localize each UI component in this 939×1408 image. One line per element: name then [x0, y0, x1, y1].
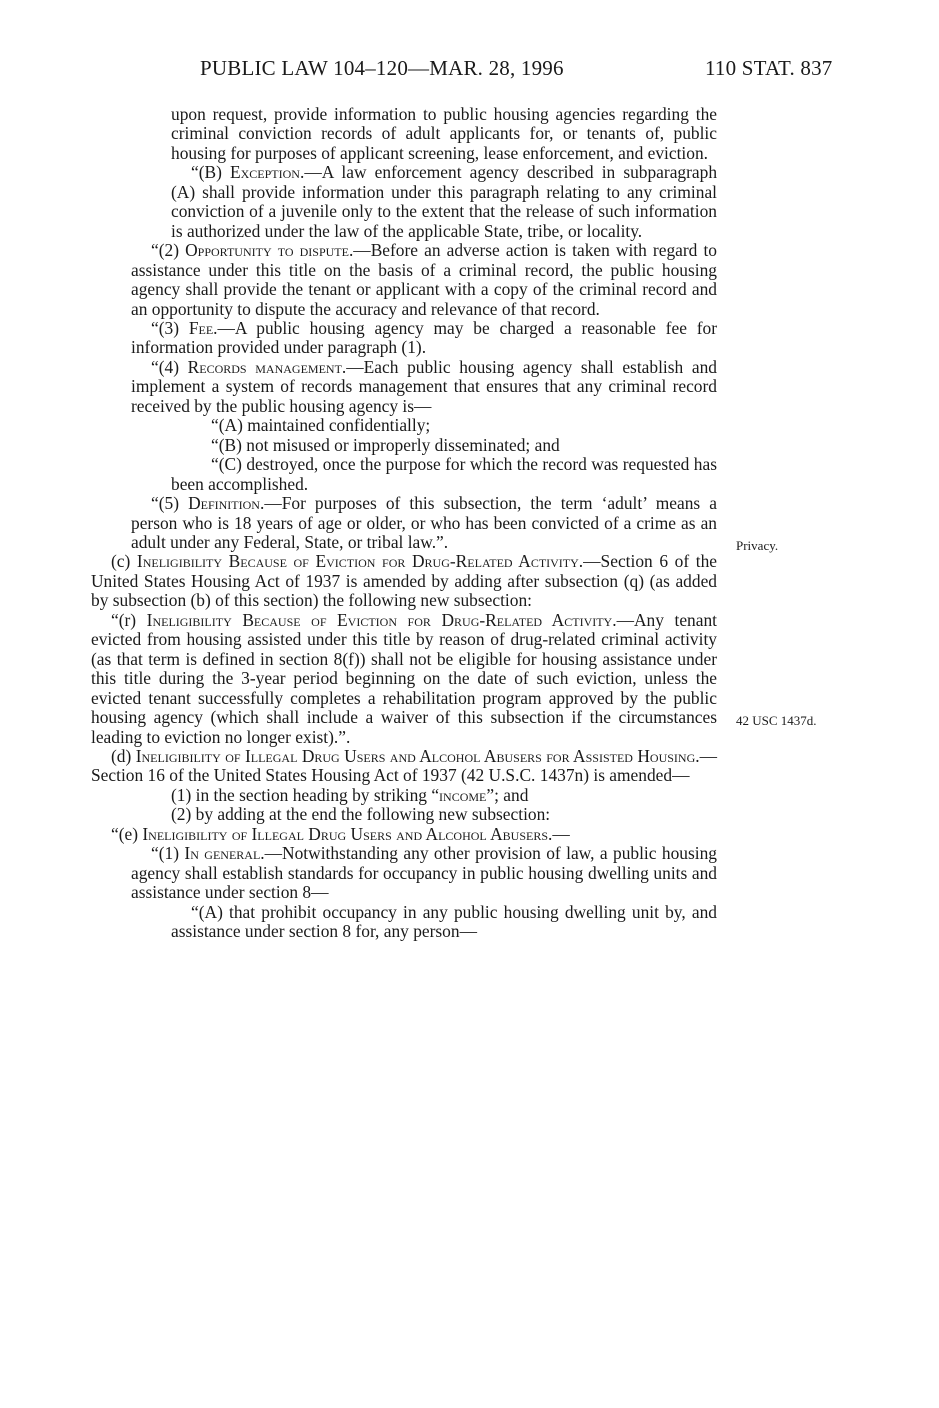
page-number: 110 STAT. 837	[705, 56, 833, 80]
list-item: “(A) maintained confidentially;	[211, 415, 431, 436]
paragraph: upon request, provide information to public housing agencies regarding the criminal conviction records of adult applicants for, or tenants of, public housing for purposes of applicant screening, lease enforcement, and eviction.	[171, 104, 717, 163]
paragraph: “(A) that prohibit occupancy in any public housing dwelling unit by, and assistance under section 8 for, any person—	[171, 901, 717, 942]
paragraph: “(5) Definition.—For purposes of this subsection, the term ‘adult’ means a person who is 18 years of age or older, or who has been convicted of a crime as an adult under any Federal, State, or tribal law.”.	[131, 493, 717, 552]
section-paragraph: (d) Ineligibility of Illegal Drug Users and Alcohol Abusers for Assisted Housing.—Section 16 of the United States Housing Act of 1937 (42 U.S.C. 1437n) is amended—	[91, 745, 717, 786]
section-paragraph: “(r) Ineligibility Because of Eviction for Drug-Related Activity.—Any tenant evicted from housing assisted under this title by reason of drug-related criminal activity (as that term is defined in section 8(f)) shall not be eligible for housing assistance under this title during the 3-year period beginning on the date of such eviction, unless the evicted tenant successfully completes a rehabilitation program approved by the public housing agency (which shall include a waiver of this subsection if the circumstances leading to eviction no longer exist).”.	[91, 609, 717, 747]
margin-note-usc-citation: 42 USC 1437d.	[736, 713, 817, 728]
running-header: PUBLIC LAW 104–120—MAR. 28, 1996	[200, 56, 564, 80]
paragraph: “(1) In general.—Notwithstanding any other provision of law, a public housing agency shall establish standards for occupancy in public housing dwelling units and assistance under section 8—	[131, 843, 717, 903]
paragraph: “(3) Fee.—A public housing agency may be charged a reasonable fee for information provided under paragraph (1).	[131, 317, 717, 358]
list-item: (2) by adding at the end the following new subsection:	[171, 804, 551, 825]
list-item: “(C) destroyed, once the purpose for which the record was requested has been accomplished.	[171, 454, 717, 494]
paragraph: “(4) Records management.—Each public housing agency shall establish and implement a system of records management that ensures that any criminal record received by the public housing agency is—	[131, 356, 717, 416]
document-body	[91, 104, 718, 942]
list-item: (1) in the section heading by striking “income”; and	[171, 784, 529, 805]
paragraph: “(2) Opportunity to dispute.—Before an adverse action is taken with regard to assistance under this title on the basis of a criminal record, the public housing agency shall provide the tenant or applicant with a copy of the criminal record and an opportunity to dispute the accuracy and relevance of that record.	[131, 240, 717, 319]
section-paragraph: (c) Ineligibility Because of Eviction for Drug-Related Activity.—Section 6 of the United States Housing Act of 1937 is amended by adding after subsection (q) (as added by subsection (b) of this section) the following new subsection:	[91, 551, 717, 611]
list-item: “(B) not misused or improperly disseminated; and	[211, 434, 560, 455]
paragraph: “(B) Exception.—A law enforcement agency described in subparagraph (A) shall provide information under this paragraph relating to any criminal conviction of a juvenile only to the extent that the release of such information is authorized under the law of the applicable State, tribe, or locality.	[171, 162, 718, 241]
margin-note-privacy: Privacy.	[736, 538, 779, 553]
section-paragraph: “(e) Ineligibility of Illegal Drug Users and Alcohol Abusers.—	[111, 823, 570, 844]
